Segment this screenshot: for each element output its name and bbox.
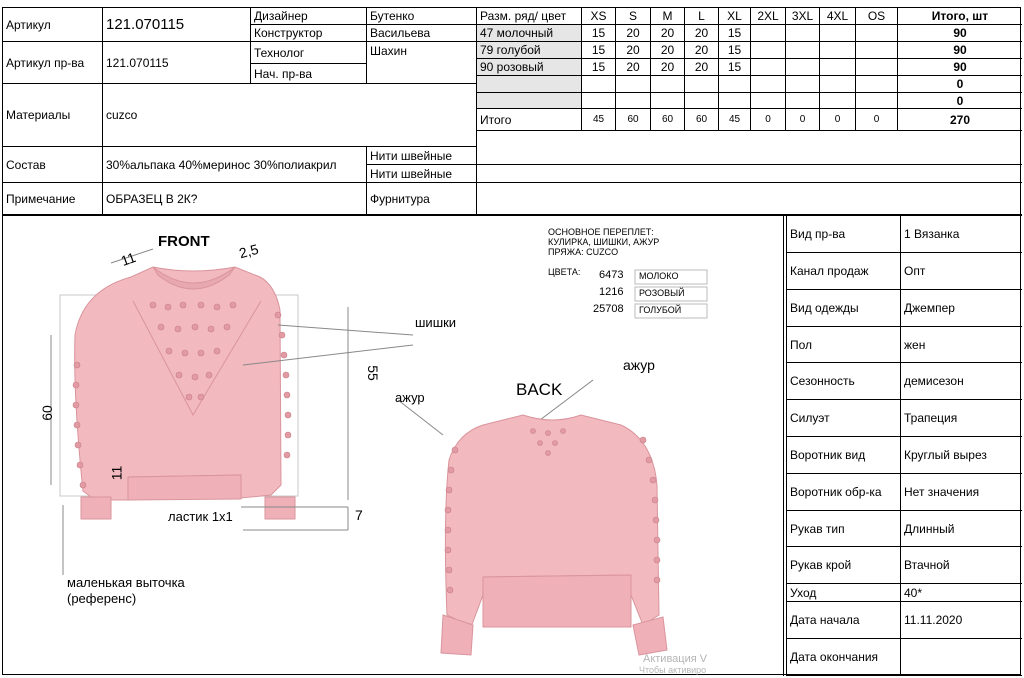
- spec-value[interactable]: 40*: [901, 584, 1022, 602]
- size-header: M: [651, 8, 685, 25]
- watermark: Чтобы активиро: [639, 665, 707, 675]
- spec-value[interactable]: Круглый вырез: [901, 437, 1022, 474]
- qty-cell[interactable]: 20: [685, 25, 719, 42]
- shishki-label: шишки: [415, 315, 457, 330]
- spec-label: Рукав тип: [787, 511, 901, 547]
- colors-label: ЦВЕТА:: [548, 267, 581, 277]
- sum-cell: 0: [751, 109, 786, 131]
- row-total: 90: [898, 59, 1022, 76]
- dim-2-5: 2,5: [237, 240, 261, 262]
- qty-cell[interactable]: [786, 59, 820, 76]
- spec-label: Рукав крой: [787, 547, 901, 584]
- spec-value[interactable]: Длинный: [901, 511, 1022, 547]
- qty-cell[interactable]: [751, 93, 786, 109]
- materials-label: Материалы: [3, 84, 103, 147]
- sum-label: Итого: [477, 109, 582, 131]
- spec-label: Воротник обр-ка: [787, 474, 901, 511]
- spec-label: Сезонность: [787, 363, 901, 400]
- spec-value[interactable]: Нет значения: [901, 474, 1022, 511]
- total-header: Итого, шт: [898, 8, 1022, 25]
- dim-55: 55: [364, 365, 381, 381]
- qty-cell[interactable]: [820, 93, 856, 109]
- sum-cell: 60: [616, 109, 651, 131]
- qty-cell[interactable]: 20: [616, 59, 651, 76]
- row-total: 90: [898, 25, 1022, 42]
- qty-cell[interactable]: [786, 42, 820, 59]
- spec-value[interactable]: 11.11.2020: [901, 602, 1022, 639]
- qty-cell[interactable]: [616, 93, 651, 109]
- sum-cell: 60: [685, 109, 719, 131]
- qty-cell[interactable]: [856, 76, 898, 93]
- staff-name[interactable]: Васильева: [367, 25, 477, 42]
- dim-60: 60: [38, 405, 55, 421]
- sketch-area: [3, 215, 783, 675]
- row-total: 0: [898, 93, 1022, 109]
- qty-cell[interactable]: [786, 93, 820, 109]
- qty-cell[interactable]: 15: [719, 25, 751, 42]
- color-row-label: [477, 93, 582, 109]
- back-label: BACK: [516, 380, 563, 399]
- spec-value[interactable]: жен: [901, 327, 1022, 363]
- article-value[interactable]: 121.070115: [103, 8, 251, 42]
- color-row-label: 90 розовый: [477, 59, 582, 76]
- staff-role: Нач. пр-ва: [251, 64, 367, 84]
- qty-cell[interactable]: [820, 76, 856, 93]
- qty-cell[interactable]: [685, 93, 719, 109]
- azhur-label: ажур: [395, 390, 425, 405]
- size-header: XL: [719, 8, 751, 25]
- spec-value[interactable]: Трапеция: [901, 400, 1022, 437]
- sum-cell: 45: [582, 109, 616, 131]
- sum-cell: 60: [651, 109, 685, 131]
- spec-value[interactable]: Опт: [901, 253, 1022, 290]
- tech-sheet: [2, 7, 1021, 675]
- qty-cell[interactable]: [616, 76, 651, 93]
- qty-cell[interactable]: 20: [616, 42, 651, 59]
- hardware-label: Фурнитура: [367, 183, 477, 215]
- qty-cell[interactable]: [651, 76, 685, 93]
- dim-11-top: 11: [118, 248, 138, 270]
- qty-cell[interactable]: [820, 42, 856, 59]
- spec-label: Уход: [787, 584, 901, 602]
- qty-cell[interactable]: 20: [685, 59, 719, 76]
- notes-line: КУЛИРКА, ШИШКИ, АЖУР: [548, 237, 660, 247]
- azhur-label: ажур: [623, 357, 655, 373]
- qty-cell[interactable]: 15: [582, 59, 616, 76]
- qty-cell[interactable]: [856, 42, 898, 59]
- qty-cell[interactable]: 20: [651, 59, 685, 76]
- materials-value[interactable]: cuzco: [103, 84, 477, 147]
- qty-cell[interactable]: [751, 25, 786, 42]
- qty-cell[interactable]: 20: [685, 42, 719, 59]
- rib-label: ластик 1x1: [168, 509, 233, 524]
- dim-11-side: 11: [108, 465, 125, 481]
- spec-value[interactable]: демисезон: [901, 363, 1022, 400]
- composition-label: Состав: [3, 147, 103, 183]
- qty-cell[interactable]: [582, 76, 616, 93]
- qty-cell[interactable]: 20: [651, 42, 685, 59]
- composition-value[interactable]: 30%альпака 40%меринос 30%полиакрил: [103, 147, 367, 183]
- grid-corner-label: Разм. ряд/ цвет: [477, 8, 582, 25]
- staff-role: Дизайнер: [251, 8, 367, 25]
- hardware-value[interactable]: [477, 183, 1022, 215]
- size-header: L: [685, 8, 719, 25]
- color-code: 1216: [599, 286, 624, 298]
- spec-label: Вид одежды: [787, 290, 901, 327]
- qty-cell[interactable]: 15: [582, 25, 616, 42]
- qty-cell[interactable]: [751, 76, 786, 93]
- knit-notes: [548, 227, 659, 257]
- qty-cell[interactable]: 15: [582, 42, 616, 59]
- note-label: Примечание: [3, 183, 103, 215]
- grand-total: 270: [898, 109, 1022, 131]
- spec-label: Пол: [787, 327, 901, 363]
- note-value[interactable]: ОБРАЗЕЦ В 2К?: [103, 183, 367, 215]
- spec-label: Вид пр-ва: [787, 215, 901, 253]
- spec-label: Дата окончания: [787, 639, 901, 676]
- size-header: 3XL: [786, 8, 820, 25]
- sum-cell: 0: [856, 109, 898, 131]
- spec-value[interactable]: Джемпер: [901, 290, 1022, 327]
- spec-value[interactable]: 1 Вязанка: [901, 215, 1022, 253]
- spec-label: Силуэт: [787, 400, 901, 437]
- notes-line: ПРЯЖА: CUZCO: [548, 247, 619, 257]
- qty-cell[interactable]: 20: [616, 25, 651, 42]
- front-label: FRONT: [158, 233, 210, 250]
- sum-cell: 0: [786, 109, 820, 131]
- spec-value[interactable]: [901, 639, 1022, 676]
- size-header: XS: [582, 8, 616, 25]
- qty-cell[interactable]: [582, 93, 616, 109]
- qty-cell[interactable]: [786, 76, 820, 93]
- staff-role: Конструктор: [251, 25, 367, 42]
- spec-value[interactable]: Втачной: [901, 547, 1022, 584]
- qty-cell[interactable]: [856, 59, 898, 76]
- color-name: РОЗОВЫЙ: [639, 288, 685, 298]
- notes-line: ОСНОВНОЕ ПЕРЕПЛЕТ:: [548, 227, 654, 237]
- row-total: 90: [898, 42, 1022, 59]
- size-header: 4XL: [820, 8, 856, 25]
- spec-label: Воротник вид: [787, 437, 901, 474]
- color-row-label: 47 молочный: [477, 25, 582, 42]
- qty-cell[interactable]: [685, 76, 719, 93]
- dim-7: 7: [355, 507, 363, 523]
- color-row-label: [477, 76, 582, 93]
- color-code: 25708: [593, 303, 624, 315]
- prod-article-value[interactable]: 121.070115: [103, 42, 251, 84]
- qty-cell[interactable]: 15: [719, 42, 751, 59]
- color-code: 6473: [599, 269, 624, 281]
- sweater-sketch: [3, 215, 783, 675]
- qty-cell[interactable]: [719, 76, 751, 93]
- article-label: Артикул: [3, 8, 103, 42]
- thread-label: Нити швейные: [367, 147, 477, 165]
- prod-article-label: Артикул пр-ва: [3, 42, 103, 84]
- staff-role: Технолог: [251, 42, 367, 64]
- sum-cell: 0: [820, 109, 856, 131]
- row-total: 0: [898, 76, 1022, 93]
- thread-value[interactable]: [477, 165, 1022, 183]
- thread-label: Нити швейные: [367, 165, 477, 183]
- qty-cell[interactable]: [820, 25, 856, 42]
- size-header: 2XL: [751, 8, 786, 25]
- qty-cell[interactable]: [856, 93, 898, 109]
- qty-cell[interactable]: [856, 25, 898, 42]
- qty-cell[interactable]: [651, 93, 685, 109]
- color-row-label: 79 голубой: [477, 42, 582, 59]
- qty-cell[interactable]: [751, 59, 786, 76]
- spec-label: Дата начала: [787, 602, 901, 639]
- staff-name[interactable]: Шахин: [367, 42, 477, 84]
- watermark: Активация V: [643, 653, 708, 665]
- qty-cell[interactable]: 15: [719, 59, 751, 76]
- qty-cell[interactable]: 20: [651, 25, 685, 42]
- sum-cell: 45: [719, 109, 751, 131]
- color-name: ГОЛУБОЙ: [639, 305, 682, 315]
- qty-cell[interactable]: [751, 42, 786, 59]
- dart-label-ref: (референс): [67, 591, 137, 606]
- qty-cell[interactable]: [719, 93, 751, 109]
- qty-cell[interactable]: [786, 25, 820, 42]
- spec-label: Канал продаж: [787, 253, 901, 290]
- dart-label: маленькая выточка: [67, 575, 185, 590]
- thread-value[interactable]: [477, 147, 1022, 165]
- size-header: S: [616, 8, 651, 25]
- color-name: МОЛОКО: [639, 271, 679, 281]
- size-header: OS: [856, 8, 898, 25]
- staff-name[interactable]: Бутенко: [367, 8, 477, 25]
- qty-cell[interactable]: [820, 59, 856, 76]
